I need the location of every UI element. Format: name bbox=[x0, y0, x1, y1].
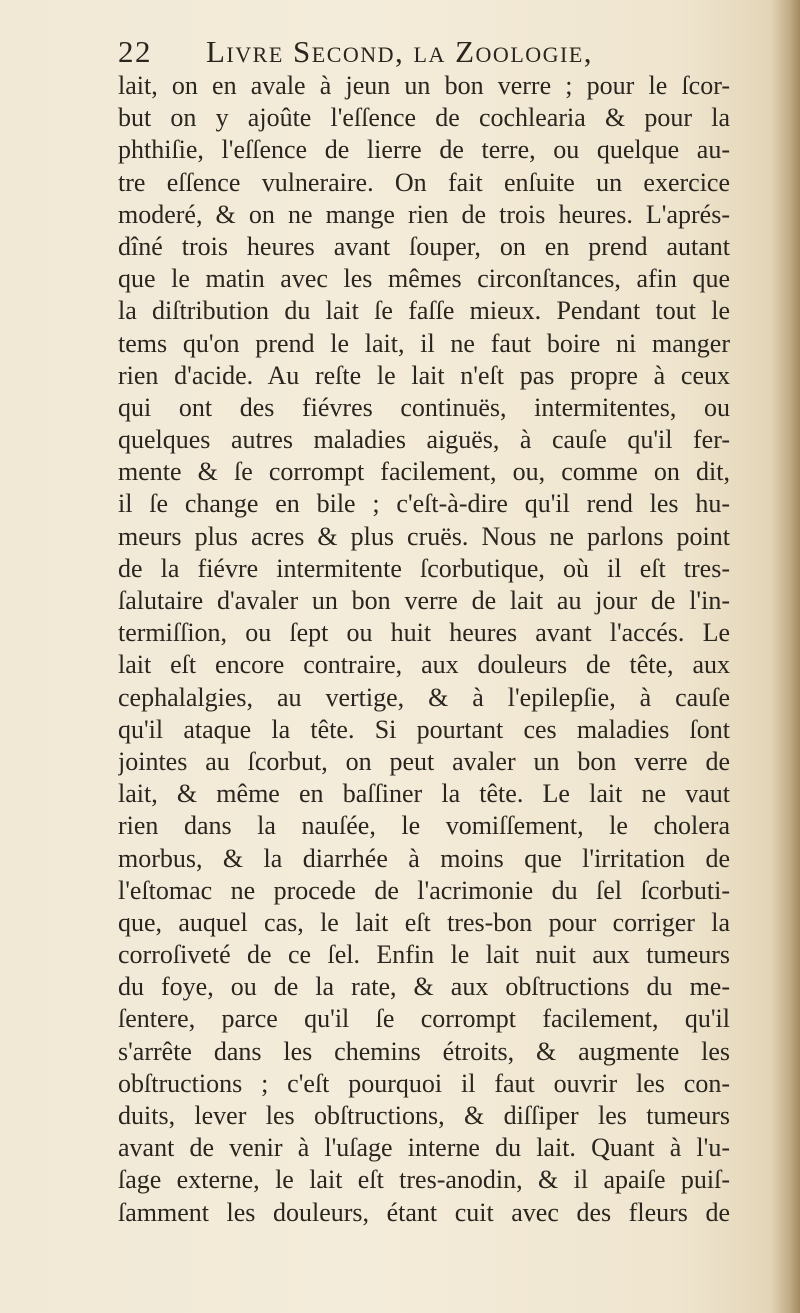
text-line: phthiſie, l'eſſence de lierre de terre, ou quelque au- bbox=[118, 135, 730, 165]
text-line: lait eſt encore contraire, aux douleurs de tête, aux bbox=[118, 650, 730, 680]
text-line: ſentere, parce qu'il ſe corrompt facilement, qu'il bbox=[118, 1004, 730, 1034]
text-line: la diſtribution du lait ſe faſſe mieux. Pendant tout le bbox=[118, 296, 730, 326]
text-line: mente & ſe corrompt facilement, ou, comme on dit, bbox=[118, 457, 730, 487]
text-line: que le matin avec les mêmes circonſtances, afin que bbox=[118, 264, 730, 294]
text-line: tre eſſence vulneraire. On fait enſuite un exercice bbox=[118, 167, 730, 197]
text-line: dîné trois heures avant ſouper, on en prend autant bbox=[118, 231, 730, 261]
text-line: de la fiévre intermitente ſcorbutique, où il eſt tres- bbox=[118, 553, 730, 583]
text-line: l'eſtomac ne procede de l'acrimonie du ſel ſcorbuti- bbox=[118, 875, 730, 905]
text-line: jointes au ſcorbut, on peut avaler un bon verre de bbox=[118, 746, 730, 776]
text-line: moderé, & on ne mange rien de trois heures. L'aprés- bbox=[118, 199, 730, 229]
body-text bbox=[118, 70, 730, 1229]
page-number: 22 bbox=[118, 34, 152, 69]
text-line: rien dans la nauſée, le vomiſſement, le cholera bbox=[118, 811, 730, 841]
text-line: morbus, & la diarrhée à moins que l'irritation de bbox=[118, 843, 730, 873]
text-line: but on y ajoûte l'eſſence de cochlearia & pour la bbox=[118, 103, 730, 133]
text-line: lait, on en avale à jeun un bon verre ; pour le ſcor- bbox=[118, 71, 730, 100]
text-line: du foye, ou de la rate, & aux obſtructions du me- bbox=[118, 972, 730, 1002]
text-line: qu'il ataque la tête. Si pourtant ces maladies ſont bbox=[118, 714, 730, 744]
page-edge-shadow bbox=[772, 0, 800, 1313]
text-line: qui ont des fiévres continuës, intermitentes, ou bbox=[118, 392, 730, 422]
text-line: ſage externe, le lait eſt tres-anodin, & il apaiſe puiſ- bbox=[118, 1165, 730, 1195]
text-line: s'arrête dans les chemins étroits, & augmente les bbox=[118, 1036, 730, 1066]
text-line: ſamment les douleurs, étant cuit avec des fleurs de bbox=[118, 1197, 730, 1227]
text-line: meurs plus acres & plus cruës. Nous ne parlons point bbox=[118, 521, 730, 551]
text-line: quelques autres maladies aiguës, à cauſe qu'il fer- bbox=[118, 425, 730, 455]
text-line: il ſe change en bile ; c'eſt-à-dire qu'il rend les hu- bbox=[118, 489, 730, 519]
text-line: termiſſion, ou ſept ou huit heures avant l'accés. Le bbox=[118, 618, 730, 648]
text-line: lait, & même en baſſiner la tête. Le lait ne vaut bbox=[118, 779, 730, 809]
running-title: Livre Second, la Zoologie, bbox=[206, 34, 594, 69]
text-line: ſalutaire d'avaler un bon verre de lait au jour de l'in- bbox=[118, 586, 730, 615]
text-line: duits, lever les obſtructions, & diſſiper les tumeurs bbox=[118, 1101, 730, 1130]
text-line: avant de venir à l'uſage interne du lait. Quant à l'u- bbox=[118, 1133, 730, 1163]
text-line: obſtructions ; c'eſt pourquoi il faut ouvrir les con- bbox=[118, 1068, 730, 1098]
page-header bbox=[118, 34, 738, 74]
text-line: cephalalgies, au vertige, & à l'epilepſie, à cauſe bbox=[118, 682, 730, 712]
text-line: corroſiveté de ce ſel. Enfin le lait nuit aux tumeurs bbox=[118, 940, 730, 970]
text-line: rien d'acide. Au reſte le lait n'eſt pas propre à ceux bbox=[118, 360, 730, 390]
text-line: que, auquel cas, le lait eſt tres-bon pour corriger la bbox=[118, 907, 730, 937]
text-line: tems qu'on prend le lait, il ne faut boire ni manger bbox=[118, 328, 730, 358]
